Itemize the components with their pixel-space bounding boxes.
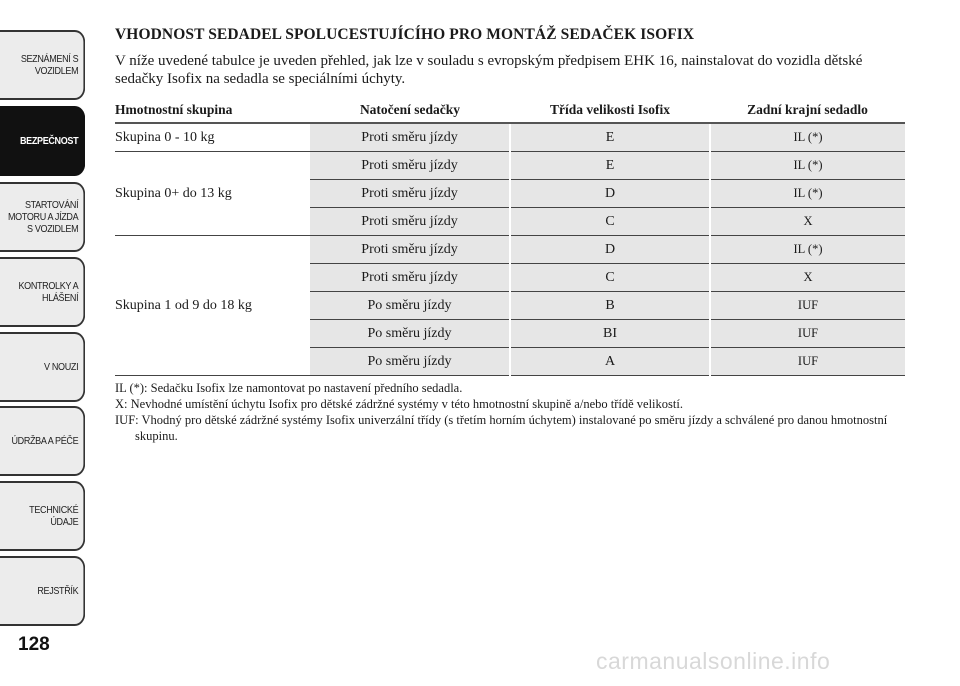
table-row (115, 123, 905, 152)
rear-seat-cell: IL (*) (710, 236, 905, 264)
size-class-cell: C (510, 208, 710, 236)
tab-label: SEZNÁMENÍ S VOZIDLEM (20, 53, 79, 77)
column-header-seat-orientation: Natočení sedačky (310, 98, 510, 123)
tab-udrzba-a-pece[interactable] (0, 406, 85, 476)
column-header-rear-outer-seat: Zadní krajní sedadlo (710, 98, 905, 123)
tab-label: REJSTŘÍK (37, 585, 79, 597)
note-il: IL (*): Sedačku Isofix lze namontovat po nastavení předního sedadla. (115, 381, 463, 395)
rear-seat-cell: IL (*) (710, 123, 905, 152)
size-class-cell: D (510, 180, 710, 208)
page-content (115, 20, 905, 444)
rear-seat-cell: X (710, 264, 905, 292)
orientation-cell: Po směru jízdy (310, 348, 510, 376)
watermark: carmanualsonline.info (596, 648, 831, 674)
tab-bezpecnost[interactable] (0, 106, 85, 176)
size-class-cell: D (510, 236, 710, 264)
size-class-cell: E (510, 123, 710, 152)
tab-label: TECHNICKÉ ÚDAJE (29, 504, 79, 528)
column-header-weight-group: Hmotnostní skupina (115, 98, 310, 123)
tab-label: STARTOVÁNÍ MOTORU A JÍZDA S VOZIDLEM (7, 199, 79, 235)
table-notes (115, 380, 905, 444)
note-x: X: Nevhodné umístění úchytu Isofix pro dětské zádržné systémy v této hmotnostní skupině a/nebo třídě velikostí. (115, 397, 683, 411)
tab-label: BEZPEČNOST (19, 135, 79, 147)
isofix-table (115, 98, 905, 376)
tab-label: ÚDRŽBA A PÉČE (11, 435, 79, 447)
rear-seat-cell: X (710, 208, 905, 236)
size-class-cell: A (510, 348, 710, 376)
tab-seznameni-s-vozidlem[interactable] (0, 30, 85, 100)
note-iuf: IUF: Vhodný pro dětské zádržné systémy Isofix univerzální třídy (s třetím horním úchytem) instalované po směru jízdy a schválené pro danou hmotnostní skupinu. (115, 413, 888, 443)
orientation-cell: Proti směru jízdy (310, 264, 510, 292)
tab-kontrolky-a-hlaseni[interactable] (0, 257, 85, 327)
size-class-cell: E (510, 152, 710, 180)
column-header-size-class: Třída velikosti Isofix (510, 98, 710, 123)
table-row (115, 152, 905, 180)
size-class-cell: C (510, 264, 710, 292)
weight-group-cell: Skupina 1 od 9 do 18 kg (115, 236, 310, 376)
rear-seat-cell: IUF (710, 348, 905, 376)
weight-group-cell: Skupina 0+ do 13 kg (115, 152, 310, 236)
orientation-cell: Po směru jízdy (310, 292, 510, 320)
size-class-cell: BI (510, 320, 710, 348)
tab-startovani-motoru[interactable] (0, 182, 85, 252)
orientation-cell: Proti směru jízdy (310, 180, 510, 208)
table-header-row (115, 98, 905, 123)
size-class-cell: B (510, 292, 710, 320)
intro-paragraph: V níže uvedené tabulce je uveden přehled, jak lze v souladu s evropským předpisem EHK 16, nainstalovat do vozidla dětské sedačky Isofix na sedadla se speciálními úchyty. (115, 53, 863, 87)
tab-label: KONTROLKY A HLÁŠENÍ (18, 280, 79, 304)
orientation-cell: Po směru jízdy (310, 320, 510, 348)
orientation-cell: Proti směru jízdy (310, 236, 510, 264)
orientation-cell: Proti směru jízdy (310, 208, 510, 236)
page-number: 128 (18, 634, 50, 655)
rear-seat-cell: IUF (710, 320, 905, 348)
orientation-cell: Proti směru jízdy (310, 123, 510, 152)
table-row (115, 236, 905, 264)
chapter-sidebar (0, 0, 100, 686)
rear-seat-cell: IL (*) (710, 180, 905, 208)
rear-seat-cell: IL (*) (710, 152, 905, 180)
tab-label: V NOUZI (44, 361, 79, 373)
weight-group-cell: Skupina 0 - 10 kg (115, 123, 310, 152)
tab-rejstrik[interactable] (0, 556, 85, 626)
tab-technicke-udaje[interactable] (0, 481, 85, 551)
rear-seat-cell: IUF (710, 292, 905, 320)
section-title: VHODNOST SEDADEL SPOLUCESTUJÍCÍHO PRO MONTÁŽ SEDAČEK ISOFIX (115, 26, 695, 43)
orientation-cell: Proti směru jízdy (310, 152, 510, 180)
tab-v-nouzi[interactable] (0, 332, 85, 402)
